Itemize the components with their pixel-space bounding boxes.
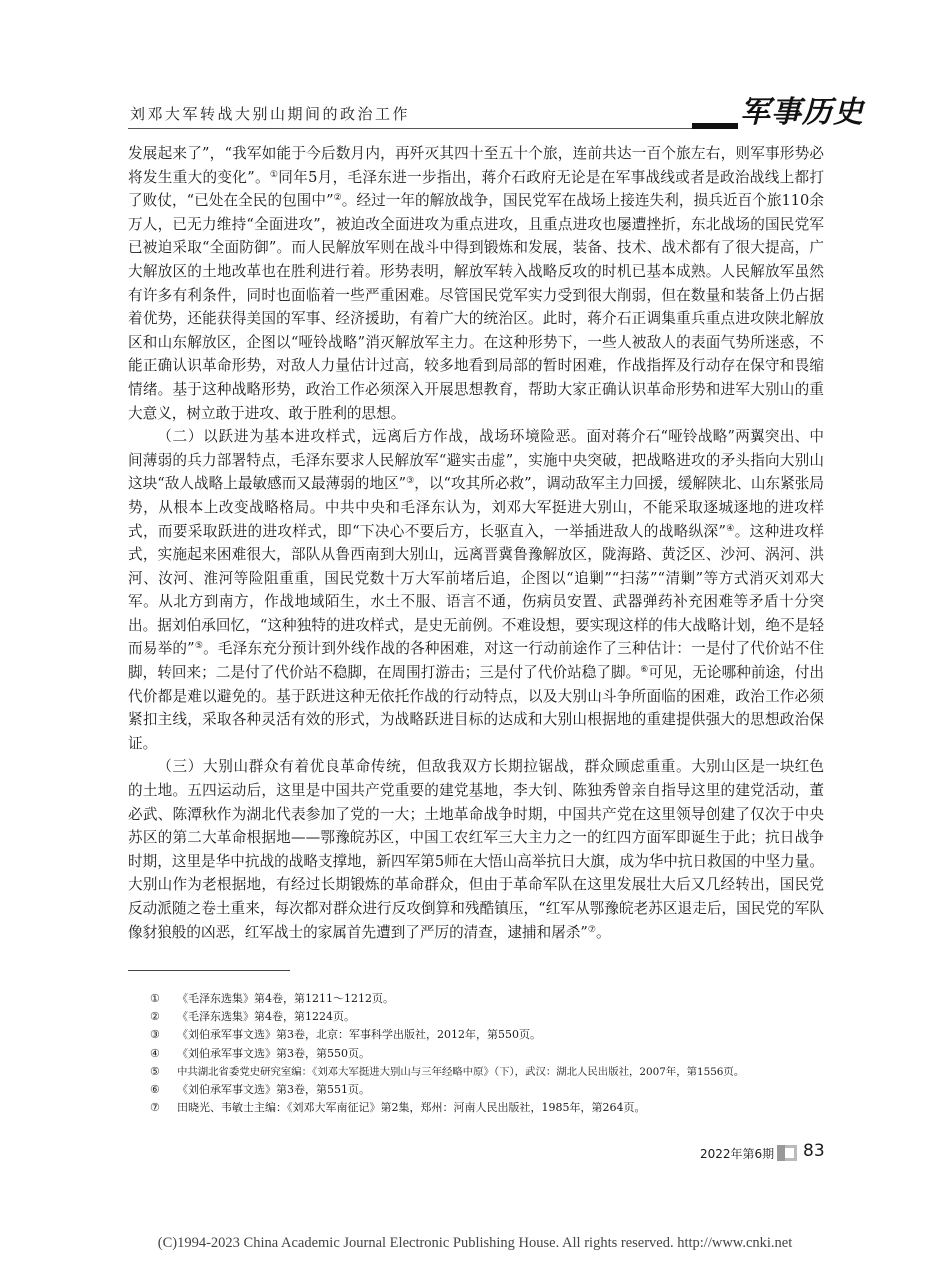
section-heading: （二）以跃进为基本进攻样式，远离后方作战，战场环境险恶。 (157, 428, 587, 446)
footnote-number: ③ (150, 1028, 160, 1042)
footnote-ref[interactable]: ③ (406, 476, 415, 487)
paragraph-text: 。这种进攻样式，实施起来困难很大，部队从鲁西南到大别山，远离晋冀鲁豫解放区，陇海路、黄泛区、沙河、涡河、洪河、汝河、淮河等险阻重重，国民党数十万大军前堵后追，企图以“追剿”“扫荡”“清剿”等方式消灭刘邓大军。从北方到南方，作战地域陌生，水土不服、语言不通，伤病员安置、武器弹药补充困难等矛盾十分突出。据刘伯承回忆，“这种独特的进攻样式，是史无前例。不难设想，要实现这样的伟大战略计划，绝不是轻而易举的” (128, 522, 824, 658)
paragraph-3 (128, 755, 824, 944)
paragraph-text: 。毛泽东充分预计到外线作战的各种困难，对这一行动前途作了三种估计：一是付了代价站不住脚，转回来；二是付了代价站不稳脚，在周围打游击；三是付了代价站稳了脚。 (128, 640, 824, 682)
paragraph-text: ，以“攻其所必救”，调动敌军主力回援，缓解陕北、山东紧张局势，从根本上改变战略格局。中共中央和毛泽东认为，刘邓大军挺进大别山，不能采取逐城逐地的进攻样式，而要采取跃进的进攻样式，即“下决心不要后方，长驱直入，一举插进敌人的战略纵深” (128, 475, 824, 540)
footnote-text: 《毛泽东选集》第4卷，第1224页。 (177, 1010, 355, 1024)
footnote-ref[interactable]: ① (269, 169, 279, 180)
footnote-ref[interactable]: ④ (725, 523, 735, 534)
paragraph-text: 。经过一年的解放战争，国民党军在战场上接连失利，损兵近百个旅110余万人，已无力维持“全面进攻”，被迫改全面进攻为重点进攻，且重点进攻也屡遭挫折，东北战场的国民党军已被迫采取“全面防御”。而人民解放军则在战斗中得到锻炼和发展，装备、技术、战术都有了很大提高，广大解放区的土地改革也在胜利进行着。形势表明，解放军转入战略反攻的时机已基本成熟。人民解放军虽然有许多有利条件，同时也面临着一些严重困难。尽管国民党军实力受到很大削弱，但在数量和装备上仍占据着优势，还能获得美国的军事、经济援助，有着广大的统治区。此时，蒋介石正调集重兵重点进攻陕北解放区和山东解放区，企图以“哑铃战略”消灭解放军主力。在这种形势下，一些人被敌人的表面气势所迷惑，不能正确认识革命形势，对敌人力量估计过高，较多地看到局部的暂时困难，作战指挥及行动存在保守和畏缩情绪。基于这种战略形势，政治工作必须深入开展思想教育，帮助大家正确认识革命形势和进军大别山的重大意义，树立敢于进攻、敢于胜利的思想。 (128, 192, 824, 422)
footnote-text: 《毛泽东选集》第4卷，第1211～1212页。 (177, 992, 394, 1005)
paragraph-2 (128, 425, 824, 755)
footnote-ref[interactable]: ⑥ (640, 665, 649, 676)
page-mark-icon (777, 1145, 797, 1161)
header-bar (692, 123, 738, 129)
footnote-text: 《刘伯承军事文选》第3卷，北京：军事科学出版社，2012年，第550页。 (177, 1028, 541, 1042)
footnote-number: ② (150, 1010, 160, 1024)
copyright-notice: (C)1994-2023 China Academic Journal Electronic Publishing House. All rights reserved. http://www.cnki.net (157, 1235, 793, 1251)
footnote-ref[interactable]: ⑦ (587, 924, 596, 935)
journal-logo: 军事历史 (740, 95, 864, 130)
footnote-number: ④ (150, 1046, 160, 1060)
footnote-number: ① (150, 992, 160, 1005)
footnote-rule (128, 970, 290, 971)
footnote-item (150, 1099, 840, 1117)
footnote-ref[interactable]: ② (333, 193, 342, 204)
paragraph-text: 。 (595, 923, 611, 941)
footnote-ref[interactable]: ⑤ (194, 641, 204, 652)
header-rule (128, 128, 694, 129)
issue-label: 2022年第6期 (700, 1147, 775, 1161)
section-heading: （三）大别山群众有着优良革命传统，但敌我双方长期拉锯战，群众顾虑重重。 (157, 758, 692, 776)
footnote-item (150, 1063, 840, 1081)
running-title: 刘邓大军转战大别山期间的政治工作 (130, 105, 411, 123)
footnote-number: ⑥ (150, 1083, 160, 1097)
footnote-text: 中共湖北省委党史研究室编：《刘邓大军挺进大别山与三年经略中原》（下），武汉：湖北人民出版社，2007年，第1556页。 (177, 1065, 745, 1078)
footnote-item (150, 1081, 840, 1099)
footnote-text: 《刘伯承军事文选》第3卷，第550页。 (177, 1046, 370, 1060)
paragraph-text: 面对蒋介石“哑铃战略”两翼突出、中间薄弱的兵力部署特点，毛泽东要求人民解放军“避实击虚”，实施中央突破，把战略进攻的矛头指向大别山这块“敌人战略上最敏感而又最薄弱的地区” (128, 428, 824, 493)
page-number: 83 (803, 1141, 825, 1161)
article-body (128, 142, 824, 944)
paragraph-text: 发展起来了”，“我军如能于今后数月内，再歼灭其四十至五十个旅，连前共达一百个旅左右，则军事形势必将发生重大的变化”。 (128, 145, 824, 186)
footnote-text: 田晓光、韦敏士主编：《刘邓大军南征记》第2集，郑州：河南人民出版社，1985年，第264页。 (177, 1101, 646, 1115)
footnote-item (150, 1026, 840, 1044)
footnote-text: 《刘伯承军事文选》第3卷，第551页。 (177, 1083, 370, 1097)
footnote-item (150, 1008, 840, 1026)
paragraph-1 (128, 142, 824, 425)
footnotes (150, 990, 840, 1117)
footnote-number: ⑤ (150, 1064, 160, 1078)
paragraph-text: 同年5月，毛泽东进一步指出，蒋介石政府无论是在军事战线或者是政治战线上都打了败仗，“已处在全民的包围中” (128, 168, 825, 210)
paragraph-text: 大别山区是一块红色的土地。五四运动后，这里是中国共产党重要的建党基地，李大钊、陈独秀曾亲自指导这里的建党活动，董必武、陈潭秋作为湖北代表参加了党的一大；土地革命战争时期，中国共产党在这里领导创建了仅次于中央苏区的第二大革命根据地——鄂豫皖苏区，中国工农红军三大主力之一的红四方面军即诞生于此；抗日战争时期，这里是华中抗战的战略支撑地，新四军第5师在大悟山高举抗日大旗，成为华中抗日救国的中坚力量。大别山作为老根据地，有经过长期锻炼的革命群众，但由于革命军队在这里发展壮大后又几经转出，国民党反动派随之卷土重来，每次都对群众进行反攻倒算和残酷镇压，“红军从鄂豫皖老苏区退走后，国民党的军队像豺狼般的凶恶，红军战士的家属首先遭到了严厉的清查，逮捕和屠杀” (128, 758, 824, 941)
footnote-item (150, 990, 840, 1008)
footnote-number: ⑦ (150, 1101, 160, 1115)
paragraph-text: 可见，无论哪种前途，付出代价都是难以避免的。基于跃进这种无依托作战的行动特点，以及大别山斗争所面临的困难，政治工作必须紧扣主线，采取各种灵活有效的形式，为战略跃进目标的达成和大别山根据地的重建提供强大的思想政治保证。 (128, 664, 824, 752)
footnote-item (150, 1045, 840, 1063)
